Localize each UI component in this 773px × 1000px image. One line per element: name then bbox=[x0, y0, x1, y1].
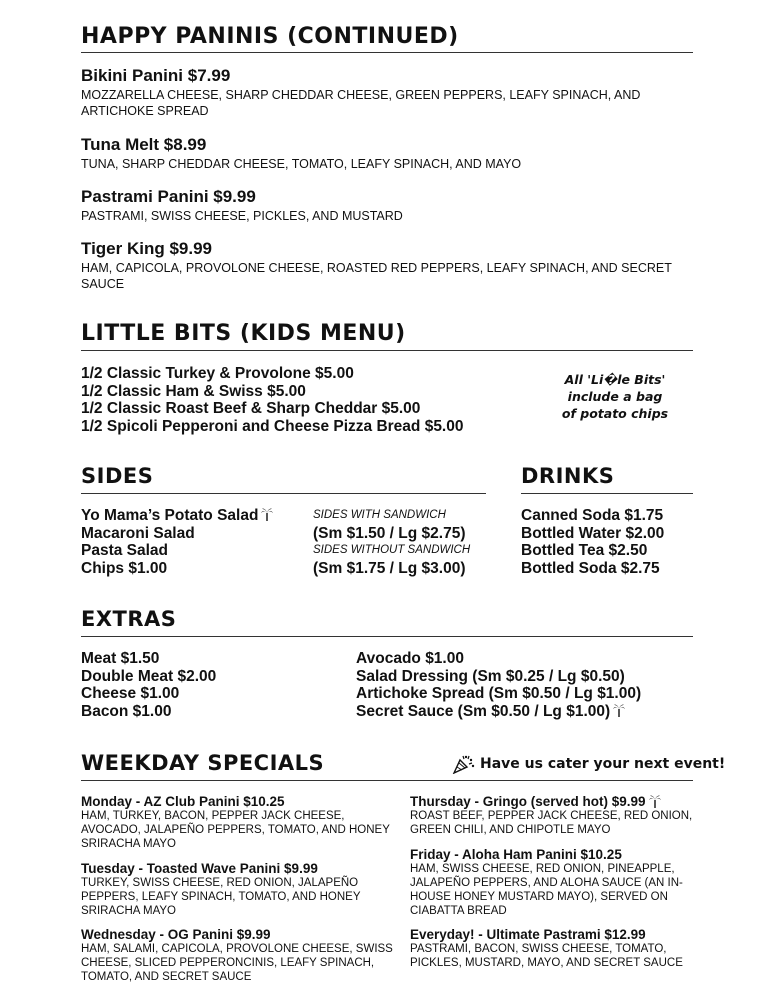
palm-tree-icon bbox=[613, 703, 625, 717]
special-desc: ROAST BEEF, PEPPER JACK CHEESE, RED ONION, GREEN CHILI, AND CHIPOTLE MAYO bbox=[410, 810, 693, 836]
kids-note-line: of potato chips bbox=[561, 406, 669, 421]
extras-heading: EXTRAS bbox=[81, 607, 177, 631]
sides-with-label: SIDES WITH SANDWICH bbox=[313, 509, 446, 521]
paninis-divider bbox=[81, 52, 693, 53]
extra-item-label: Secret Sauce (Sm $0.50 / Lg $1.00) bbox=[356, 702, 611, 720]
special-name: Tuesday - Toasted Wave Panini $9.99 bbox=[81, 861, 318, 876]
cater-callout bbox=[452, 754, 725, 774]
kids-item: 1/2 Classic Roast Beef & Sharp Cheddar $5.00 bbox=[81, 400, 421, 417]
drink-item: Bottled Tea $2.50 bbox=[521, 542, 648, 559]
extra-item: Meat $1.50 bbox=[81, 650, 160, 667]
palm-tree-icon bbox=[261, 507, 273, 521]
sides-heading: SIDES bbox=[81, 464, 154, 488]
sides-without-price: (Sm $1.75 / Lg $3.00) bbox=[313, 559, 466, 577]
special-desc: TURKEY, SWISS CHEESE, RED ONION, JALAPEÑO PEPPERS, LEAFY SPINACH, TOMATO, AND HONEY SRIRACHA MAYO bbox=[81, 877, 361, 917]
special-desc: HAM, SWISS CHEESE, RED ONION, PINEAPPLE, JALAPEÑO PEPPERS, AND ALOHA SAUCE (AN IN-HOUSE HONEY MUSTARD MAYO), SERVED ON CIABATTA BREAD bbox=[410, 863, 683, 917]
cater-text: Have us cater your next event! bbox=[480, 756, 726, 772]
panini-desc: MOZZARELLA CHEESE, SHARP CHEDDAR CHEESE, GREEN PEPPERS, LEAFY SPINACH, AND ARTICHOKE SPREAD bbox=[81, 88, 641, 118]
sides-divider bbox=[81, 493, 486, 494]
side-item-label: Yo Mama’s Potato Salad bbox=[81, 507, 259, 524]
panini-name: Tuna Melt $8.99 bbox=[81, 135, 207, 154]
extra-item: Cheese $1.00 bbox=[81, 685, 180, 702]
special-name: Monday - AZ Club Panini $10.25 bbox=[81, 794, 285, 809]
kids-list bbox=[81, 365, 463, 435]
special-name: Everyday! - Ultimate Pastrami $12.99 bbox=[410, 927, 646, 942]
side-item: Macaroni Salad bbox=[81, 524, 195, 542]
extra-item: Avocado $1.00 bbox=[356, 650, 464, 667]
panini-name: Pastrami Panini $9.99 bbox=[81, 187, 256, 206]
side-item bbox=[81, 507, 273, 525]
extra-item: Artichoke Spread (Sm $0.50 / Lg $1.00) bbox=[356, 685, 642, 702]
drink-item: Bottled Water $2.00 bbox=[521, 524, 665, 542]
special-desc: PASTRAMI, BACON, SWISS CHEESE, TOMATO, PICKLES, MUSTARD, MAYO, AND SECRET SAUCE bbox=[410, 943, 683, 969]
party-popper-icon bbox=[452, 754, 476, 774]
drink-item: Canned Soda $1.75 bbox=[521, 507, 664, 524]
kids-item: 1/2 Spicoli Pepperoni and Cheese Pizza Bread $5.00 bbox=[81, 417, 464, 435]
paninis-heading: HAPPY PANINIS (CONTINUED) bbox=[81, 24, 459, 49]
special-name-label: Thursday - Gringo (served hot) $9.99 bbox=[410, 794, 646, 809]
specials-heading: WEEKDAY SPECIALS bbox=[81, 751, 325, 775]
drinks-heading: DRINKS bbox=[521, 464, 615, 488]
side-item: Pasta Salad bbox=[81, 542, 169, 559]
special-name bbox=[410, 794, 661, 810]
kids-divider bbox=[81, 350, 693, 351]
panini-name: Tiger King $9.99 bbox=[81, 239, 213, 258]
extra-item bbox=[356, 703, 641, 721]
kids-item: 1/2 Classic Turkey & Provolone $5.00 bbox=[81, 365, 354, 382]
extra-item: Bacon $1.00 bbox=[81, 702, 172, 720]
sides-list bbox=[81, 507, 273, 577]
kids-chips-note bbox=[545, 371, 685, 422]
kids-heading: LITTLE BITS (KIDS MENU) bbox=[81, 321, 406, 346]
side-item: Chips $1.00 bbox=[81, 559, 168, 577]
extras-right-list bbox=[356, 650, 641, 720]
specials-divider bbox=[81, 780, 693, 781]
panini-desc: TUNA, SHARP CHEDDAR CHEESE, TOMATO, LEAFY SPINACH, AND MAYO bbox=[81, 157, 522, 171]
sides-with-price: (Sm $1.50 / Lg $2.75) bbox=[313, 524, 466, 542]
drinks-list bbox=[521, 507, 664, 577]
kids-note-line: include a bag bbox=[567, 389, 663, 404]
kids-note-line: All 'Li�le Bits' bbox=[564, 372, 666, 387]
extras-divider bbox=[81, 636, 693, 637]
special-desc: HAM, TURKEY, BACON, PEPPER JACK CHEESE, AVOCADO, JALAPEÑO PEPPERS, TOMATO, AND HONEY SRIRACHA MAYO bbox=[81, 810, 390, 850]
special-name: Wednesday - OG Panini $9.99 bbox=[81, 927, 271, 942]
kids-item: 1/2 Classic Ham & Swiss $5.00 bbox=[81, 382, 306, 400]
drink-item: Bottled Soda $2.75 bbox=[521, 559, 660, 577]
special-name: Friday - Aloha Ham Panini $10.25 bbox=[410, 847, 622, 862]
sides-without-label: SIDES WITHOUT SANDWICH bbox=[313, 544, 471, 556]
extra-item: Double Meat $2.00 bbox=[81, 667, 217, 685]
extra-item: Salad Dressing (Sm $0.25 / Lg $0.50) bbox=[356, 667, 625, 685]
panini-desc: HAM, CAPICOLA, PROVOLONE CHEESE, ROASTED RED PEPPERS, LEAFY SPINACH, AND SECRET SAUCE bbox=[81, 261, 672, 291]
extras-left-list bbox=[81, 650, 216, 720]
panini-name: Bikini Panini $7.99 bbox=[81, 66, 231, 85]
sides-pricing bbox=[313, 507, 470, 577]
palm-tree-icon bbox=[649, 794, 661, 808]
panini-desc: PASTRAMI, SWISS CHEESE, PICKLES, AND MUSTARD bbox=[81, 209, 403, 223]
special-desc: HAM, SALAMI, CAPICOLA, PROVOLONE CHEESE, SWISS CHEESE, SLICED PEPPERONCINIS, LEAFY SPINACH, TOMATO, AND SECRET SAUCE bbox=[81, 943, 393, 983]
drinks-divider bbox=[521, 493, 693, 494]
